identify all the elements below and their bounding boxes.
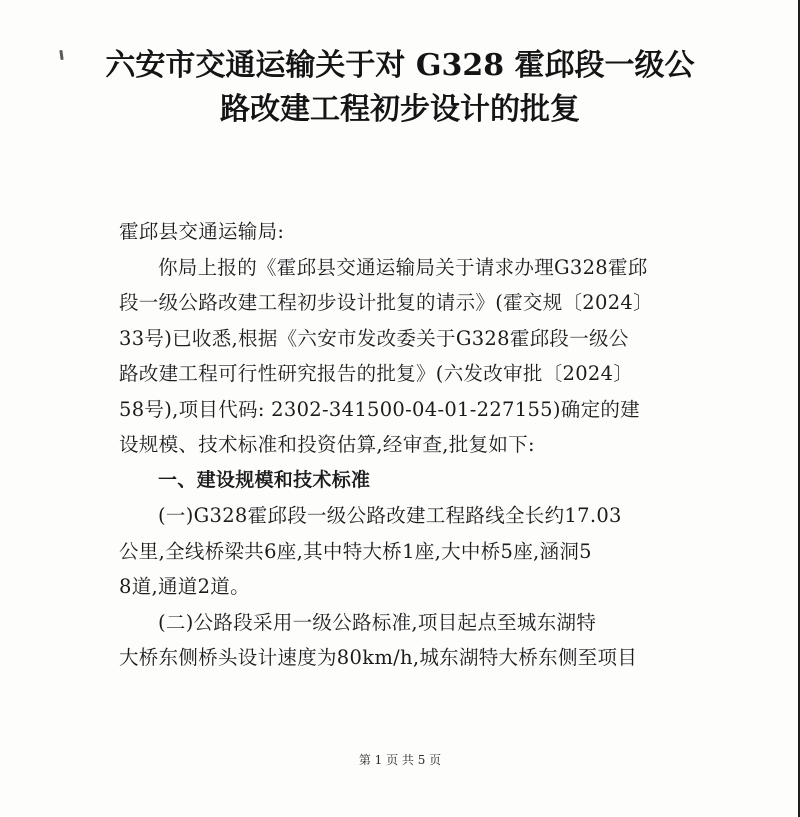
body-line-5: 58号),项目代码: 2302-341500-04-01-227155)确定的建	[119, 397, 640, 421]
page-footer: 第 1 页 共 5 页	[358, 753, 442, 767]
recipient-line: 霍邱县交通运输局:	[119, 220, 285, 243]
body-line-11: (二)公路段采用一级公路标准,项目起点至城东湖特	[158, 610, 597, 634]
document-title	[0, 44, 800, 132]
body-line-4: 路改建工程可行性研究报告的批复》(六发改审批〔2024〕	[119, 362, 634, 385]
body-line-1: 你局上报的《霍邱县交通运输局关于请求办理G328霍邱	[158, 255, 648, 279]
body-line-3: 33号)已收悉,根据《六安市发改委关于G328霍邱段一级公	[119, 326, 629, 350]
document-body	[119, 214, 679, 676]
body-line-8: (一)G328霍邱段一级公路改建工程路线全长约17.03	[158, 504, 622, 527]
body-line-6: 设规模、技术标准和投资估算,经审查,批复如下:	[119, 433, 535, 456]
body-line-10: 8道,通道2道。	[119, 575, 250, 598]
body-line-9: 公里,全线桥梁共6座,其中特大桥1座,大中桥5座,涵洞5	[119, 539, 592, 563]
body-line-12: 大桥东侧桥头设计速度为80km/h,城东湖特大桥东侧至项目	[119, 646, 638, 669]
body-line-2: 段一级公路改建工程初步设计批复的请示》(霍交规〔2024〕	[119, 291, 653, 314]
title-line-1: 六安市交通运输关于对 G328 霍邱段一级公	[105, 48, 695, 83]
section-heading: 一、建设规模和技术标准	[158, 468, 371, 491]
title-line-2: 路改建工程初步设计的批复	[220, 92, 580, 127]
